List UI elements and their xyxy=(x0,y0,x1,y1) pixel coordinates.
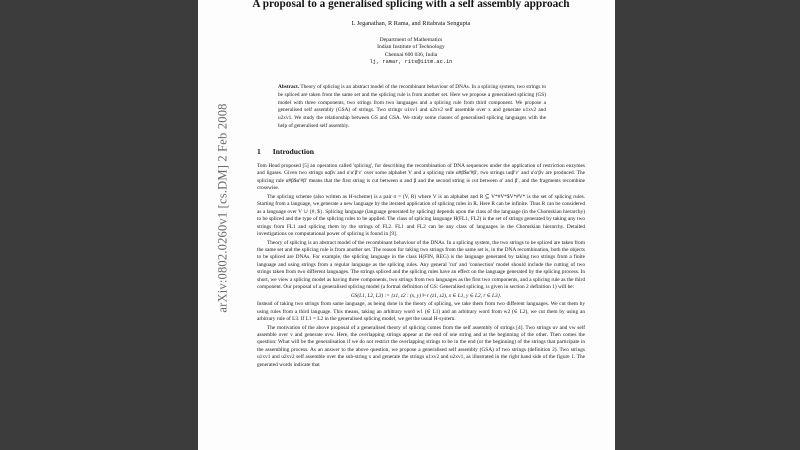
paragraph: Theory of splicing is an abstract model of the recombinant behaviour of the DNAs. In a splicing system, the two strings to be spliced are taken from the same set and the splicing rule is from another set. The reason for taking two strings from the same set is, in the DNA recombination, both the objects to be spliced are DNAs. For example, the splicing language in the class H(FIN, REG) is the language generated by taking two strings from a finite language and using strings from a regular language as the splicing rules. Any general 'cut' and 'connection' model should include the cutting of two strings taken from two different languages. The strings spliced and the splicing rules have an effect on the language generated by the splicing process. In short, we view a splicing model as having three components, two strings from two languages as the first two components, and a splicing rule as the third component. Our proposal of a generalised splicing model (a formal definition of GS: Generalised splicing, is given in section 2 definition 1) will be: xyxy=(257,239,585,291)
affiliation xyxy=(236,37,586,67)
affiliation-institute: Indian Institute of Technology xyxy=(377,44,445,51)
paper-title: A proposal to a generalised splicing with a self assembly approach xyxy=(252,0,570,10)
paragraph: The splicing scheme (also written as H-scheme) is a pair σ = (V, R) where V is an alphabet and R ⊆ V*#V*$V*#V* is the set of splicing rules. Starting from a language, we generate a new language by the iterated application of splicing rules in R. Here R can be infinite. Thus R can be considered as a language over V ∪ {#, $}. Splicing language (language generated by splicing) depends upon the class of the language (in the Chomskian hierarchy) to be spliced and the type of the splicing rules to be applied. The class of splicing language H(FL1, FL2) is the set of strings generated by taking any two strings from FL1 and splicing them by the strings of FL2. FL1 and FL2 can be any class of languages in the Chomskian hierarchy. Detailed investigations on computational power of splicing is found in [9]. xyxy=(257,193,585,238)
paragraph: Tom Head proposed [5] an operation called 'splicing', for describing the recombination of DNA sequences under the application of restriction enzymes and ligases. Given two strings uαβv and u′α′β′v′ over some alphabet V and a splicing rule α#β$α′#β′, two strings uαβ′v′ and u′α′βv are produced. The splicing rule α#β$α′#β′ means that the first string is cut between α and β and the second string is cut between α′ and β′, and the fragments recombine crosswise. xyxy=(257,163,585,192)
gs-formula: GS(L1, L2, L3) := {z1, z2 : (x, y) ⊢r (z1, z2), x ∈ L1, y ∈ L2, r ∈ L3}. xyxy=(350,292,502,299)
abstract-label: Abstract. xyxy=(278,84,300,90)
abstract xyxy=(278,84,546,131)
affiliation-department: Department of Mathematics xyxy=(379,37,443,43)
arxiv-identifier xyxy=(210,48,236,368)
paragraph: The motivation of the above proposal of a generalised theory of splicing comes from the self assembly of strings [4]. Two strings uv and vw self assemble over v and generate uvw. Here, the overlapping strings appear at the end of one string and at the beginning of the other. Then comes the question: What will be the generalisation if we do not restrict the overlapping strings to be in the end (or the beginning) of the strings that participate in the assembling process. As an answer to the above question, we propose a generalised self assembly (GSA) of two strings (definition 2). Two strings u1xv1 and u2xv2 self assemble over the sub-string x and generate the strings u1xv2 and u2xv1, as illustrated in the right hand side of the figure 1. The generated words indicate that xyxy=(257,324,585,368)
section-heading xyxy=(257,147,314,156)
section-title: Introduction xyxy=(272,147,315,156)
section-number: 1 xyxy=(257,147,261,156)
arxiv-identifier-text: arXiv:0802.0260v1 [cs.DM] 2 Feb 2008 xyxy=(215,103,230,313)
paper-authors: L Jeganathan, R Rama, and Ritabrata Sengupta xyxy=(351,20,471,27)
affiliation-emails: lj, ramar, rits@iitm.ac.in xyxy=(369,59,453,66)
abstract-text: Theory of splicing is an abstract model of the recombinant behaviour of DNAs. In a splicing system, two strings to be spliced are taken from the same set and the splicing rule is from another set. Here we propose a generalised splicing (GS) model with three components, two strings from two languages and a splicing rule from third component. We propose a generalised self assembly (GSA) of strings. Two strings u1xv1 and u2xv2 self assemble over x and generate u1xv2 and u2xv1. We study the relationship between GS and GSA. We study some classes of generalised splicing languages with the help of generalised self assembly. xyxy=(278,84,546,129)
body-text xyxy=(257,163,585,370)
affiliation-city: Chennai 600 036, India xyxy=(384,51,438,58)
paragraph: Instead of taking two strings from same language, as being done in the theory of splicing, we take them from two different languages. We cut them by using rules from a third language. This means, taking an arbitrary word w1 (∈ L1) and an arbitrary word from w2 (∈ L2), we cut them by using an arbitrary rule of L3. If L1 = L2 in the generalised splicing model, we get the usual H-system. xyxy=(257,301,585,323)
